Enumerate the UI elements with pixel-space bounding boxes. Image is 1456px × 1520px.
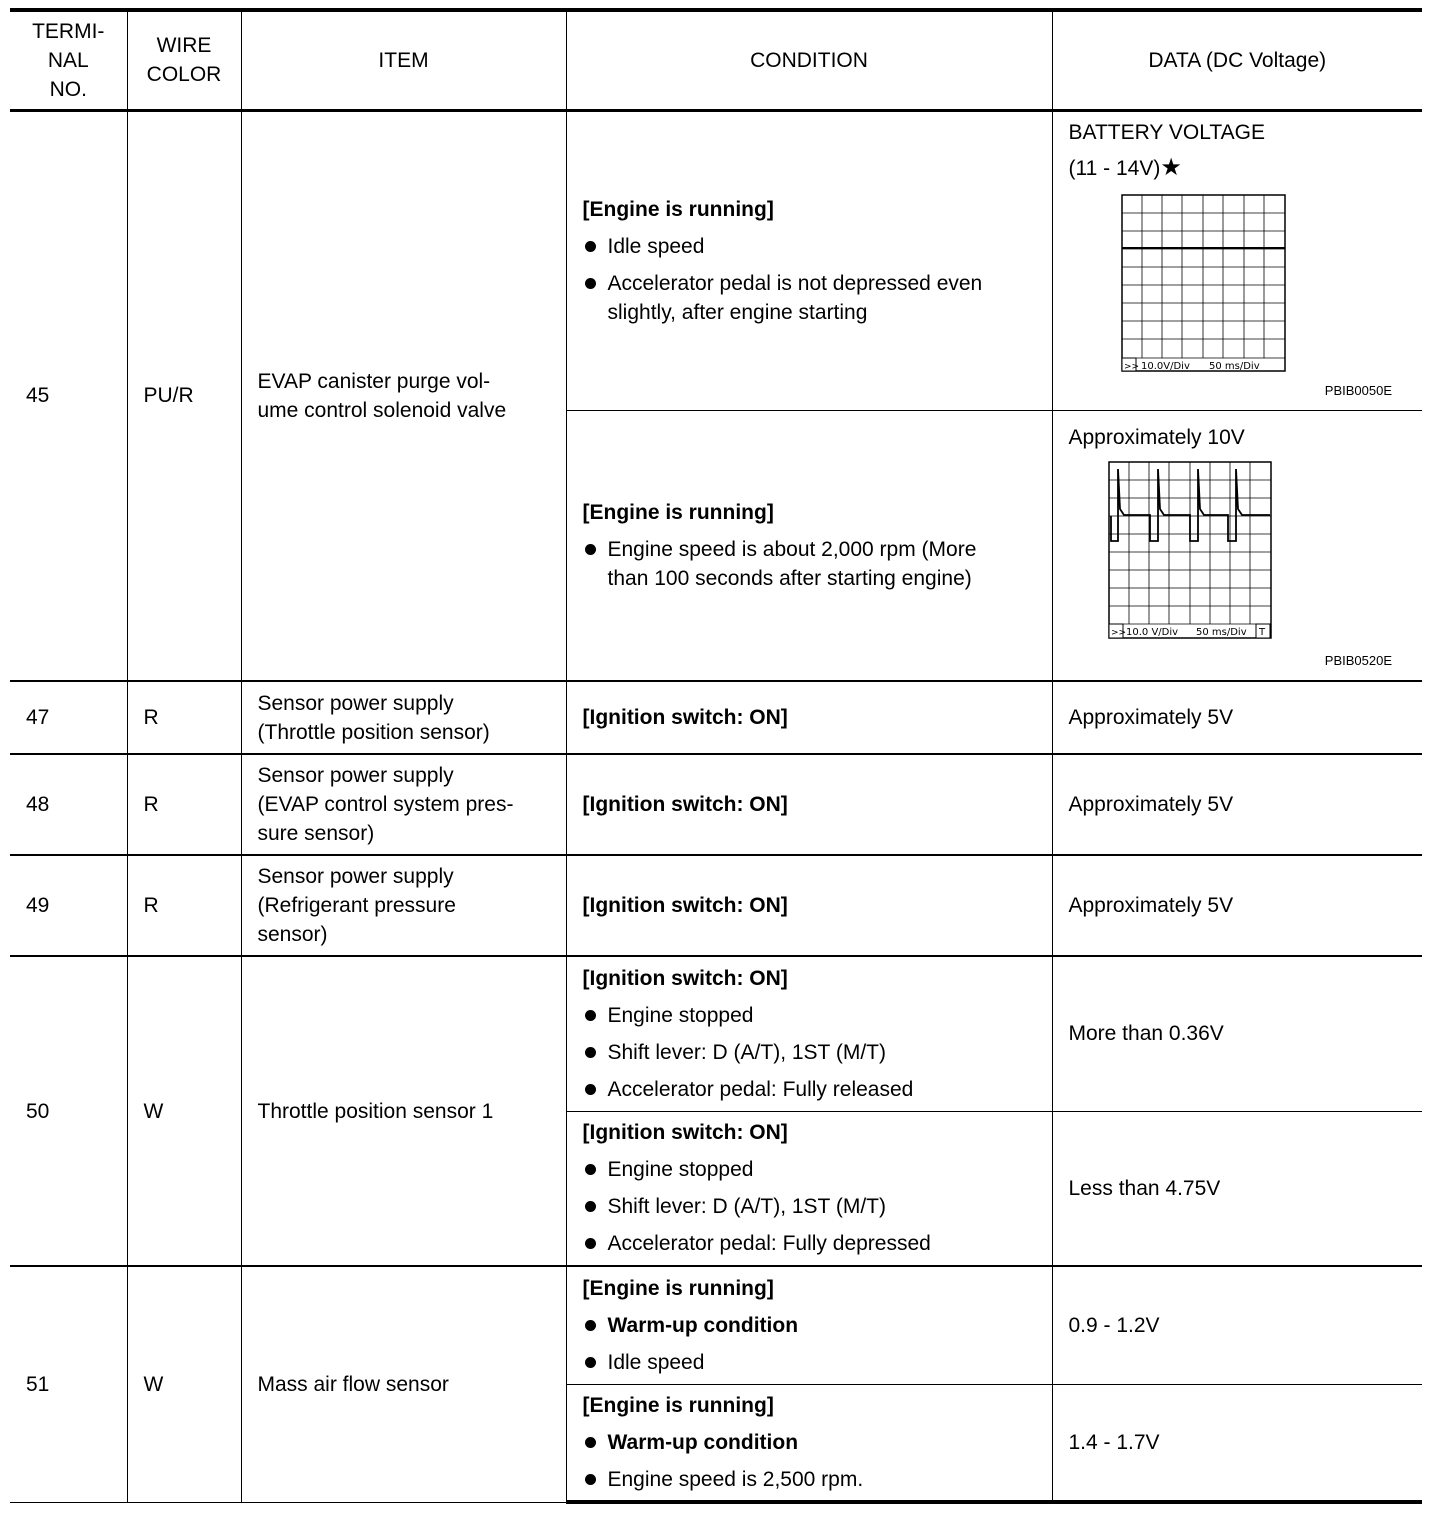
- bullet-text: Idle speed: [607, 1350, 705, 1374]
- scope-time-div: 50 ms/Div: [1195, 626, 1247, 638]
- header-terminal-l1: TERMI-: [32, 19, 105, 43]
- star-icon: ★: [1160, 153, 1182, 181]
- bullet-icon: [585, 544, 596, 555]
- condition-heading: [Ignition switch: ON]: [582, 966, 788, 990]
- table-row: [10, 110, 1422, 410]
- item-cell: [241, 110, 566, 681]
- data-value-range: [1069, 148, 1407, 189]
- condition-cell: [566, 1111, 1052, 1266]
- item-line: Sensor power supply: [257, 764, 454, 787]
- terminal-no: 49: [10, 855, 127, 956]
- item-line: sensor): [257, 923, 328, 946]
- oscilloscope-waveform-battery: [1121, 194, 1296, 379]
- bullet-icon: [585, 1084, 596, 1095]
- item-line: (EVAP control system pres-: [257, 793, 514, 816]
- bullet-text: [608, 535, 977, 593]
- condition-cell: [566, 110, 1052, 410]
- item-line: (Refrigerant pressure: [257, 894, 456, 917]
- data-value: BATTERY VOLTAGE: [1068, 120, 1265, 144]
- condition-cell: [566, 1384, 1052, 1502]
- terminal-no: 45: [10, 110, 127, 681]
- scope-trigger: T: [1258, 626, 1265, 638]
- wire-color: R: [127, 754, 241, 855]
- item-cell: [241, 855, 566, 956]
- scope-frame: [1122, 195, 1285, 371]
- bullet-icon: [585, 1357, 596, 1368]
- condition-cell: [566, 956, 1052, 1111]
- table-row: [10, 681, 1422, 754]
- header-item: ITEM: [241, 10, 566, 110]
- condition-heading: [Engine is running]: [582, 1276, 774, 1300]
- bullet-text: Idle speed: [607, 234, 705, 258]
- terminal-no: 51: [10, 1266, 127, 1502]
- header-row: [10, 10, 1422, 110]
- header-terminal-l2: NAL: [47, 48, 89, 72]
- scope-mark: >>: [1110, 627, 1126, 638]
- terminal-no: 47: [10, 681, 127, 754]
- item-line: sure sensor): [257, 822, 375, 845]
- condition-heading: [Ignition switch: ON]: [582, 1121, 788, 1145]
- condition-heading: [Ignition switch: ON]: [566, 855, 1052, 956]
- item-cell: Mass air flow sensor: [241, 1266, 566, 1502]
- item-cell: Throttle position sensor 1: [241, 956, 566, 1266]
- bullet-line: Engine speed is about 2,000 rpm (More: [607, 537, 977, 561]
- condition-bullet: [583, 1465, 1036, 1494]
- data-value: 0.9 - 1.2V: [1052, 1266, 1422, 1384]
- item-line: EVAP canister purge vol-: [257, 369, 491, 393]
- item-line: Sensor power supply: [257, 691, 454, 715]
- wire-color: R: [127, 855, 241, 956]
- condition-heading: [Engine is running]: [582, 197, 774, 221]
- condition-heading: [Ignition switch: ON]: [566, 681, 1052, 754]
- condition-bullet: [583, 1229, 1036, 1258]
- data-value: More than 0.36V: [1052, 956, 1422, 1111]
- data-value: Approximately 10V: [1068, 425, 1245, 449]
- bullet-icon: [585, 1474, 596, 1485]
- condition-cell: [566, 410, 1052, 681]
- bullet-text: Warm-up condition: [607, 1313, 799, 1337]
- figure-code: PBIB0050E: [1324, 382, 1392, 398]
- bullet-text: Warm-up condition: [607, 1430, 799, 1454]
- data-cell: [1052, 110, 1422, 410]
- header-terminal-l3: NO.: [49, 77, 87, 101]
- scope-mark: >>: [1123, 361, 1139, 372]
- condition-bullet: [583, 1311, 1036, 1340]
- header-wire-color: [127, 10, 241, 110]
- header-data: DATA (DC Voltage): [1052, 10, 1422, 110]
- data-value: 1.4 - 1.7V: [1052, 1384, 1422, 1502]
- wire-color: W: [127, 1266, 241, 1502]
- header-condition: CONDITION: [566, 10, 1052, 110]
- condition-bullet: [583, 1428, 1036, 1457]
- condition-bullet: [583, 1155, 1036, 1184]
- condition-cell: [566, 1266, 1052, 1384]
- bullet-text: Accelerator pedal: Fully depressed: [607, 1232, 931, 1256]
- condition-heading: [Engine is running]: [582, 500, 774, 524]
- wire-color: W: [127, 956, 241, 1266]
- bullet-icon: [585, 1164, 596, 1175]
- condition-bullet: [583, 232, 1036, 261]
- scope-volt-div: 10.0V/Div: [1140, 360, 1190, 372]
- header-wire-l2: COLOR: [146, 63, 222, 87]
- bullet-icon: [585, 1201, 596, 1212]
- bullet-icon: [585, 1437, 596, 1448]
- bullet-icon: [585, 1320, 596, 1331]
- ecm-terminal-table: [10, 8, 1422, 1504]
- condition-bullet: [583, 1075, 1036, 1104]
- bullet-icon: [585, 1010, 596, 1021]
- bullet-line: slightly, after engine starting: [607, 300, 868, 324]
- data-value: Approximately 5V: [1052, 681, 1422, 754]
- bullet-text: Engine speed is 2,500 rpm.: [607, 1467, 864, 1491]
- data-value: Less than 4.75V: [1052, 1111, 1422, 1266]
- bullet-line: Accelerator pedal is not depressed even: [607, 271, 983, 295]
- header-wire-l1: WIRE: [156, 34, 212, 58]
- condition-bullet: [583, 1192, 1036, 1221]
- bullet-icon: [585, 1238, 596, 1249]
- condition-bullet: [583, 535, 1036, 593]
- item-line: Sensor power supply: [257, 865, 454, 888]
- condition-bullet: [583, 269, 1036, 327]
- terminal-no: 48: [10, 754, 127, 855]
- bullet-text: Shift lever: D (A/T), 1ST (M/T): [607, 1195, 886, 1219]
- data-cell: [1052, 410, 1422, 681]
- bullet-text: [608, 269, 983, 327]
- scope-time-div: 50 ms/Div: [1208, 360, 1260, 372]
- wire-color: PU/R: [127, 110, 241, 681]
- condition-bullet: [583, 1038, 1036, 1067]
- condition-heading: [Engine is running]: [582, 1393, 774, 1417]
- bullet-icon: [585, 1047, 596, 1058]
- item-cell: [241, 681, 566, 754]
- condition-bullet: [583, 1001, 1036, 1030]
- bullet-text: Engine stopped: [607, 1158, 754, 1182]
- table-row: [10, 754, 1422, 855]
- condition-heading: [Ignition switch: ON]: [566, 754, 1052, 855]
- header-terminal: [10, 10, 127, 110]
- item-line: (Throttle position sensor): [257, 720, 490, 744]
- bullet-text: Shift lever: D (A/T), 1ST (M/T): [607, 1040, 886, 1064]
- table-row: [10, 956, 1422, 1111]
- data-value: Approximately 5V: [1052, 754, 1422, 855]
- bullet-text: Engine stopped: [607, 1003, 754, 1027]
- item-line: ume control solenoid valve: [257, 398, 507, 422]
- scope-volt-div: 10.0 V/Div: [1125, 626, 1178, 638]
- bullet-icon: [585, 278, 596, 289]
- item-cell: [241, 754, 566, 855]
- condition-bullet: [583, 1348, 1036, 1377]
- terminal-no: 50: [10, 956, 127, 1266]
- figure-code: PBIB0520E: [1324, 653, 1392, 668]
- wire-color: R: [127, 681, 241, 754]
- oscilloscope-waveform-pulse: [1108, 461, 1278, 646]
- table-row: [10, 1266, 1422, 1384]
- bullet-icon: [585, 241, 596, 252]
- data-range: (11 - 14V): [1068, 156, 1161, 180]
- bullet-line: than 100 seconds after starting engine): [607, 566, 972, 590]
- data-value: Approximately 5V: [1052, 855, 1422, 956]
- table-row: [10, 855, 1422, 956]
- bullet-text: Accelerator pedal: Fully released: [607, 1077, 914, 1101]
